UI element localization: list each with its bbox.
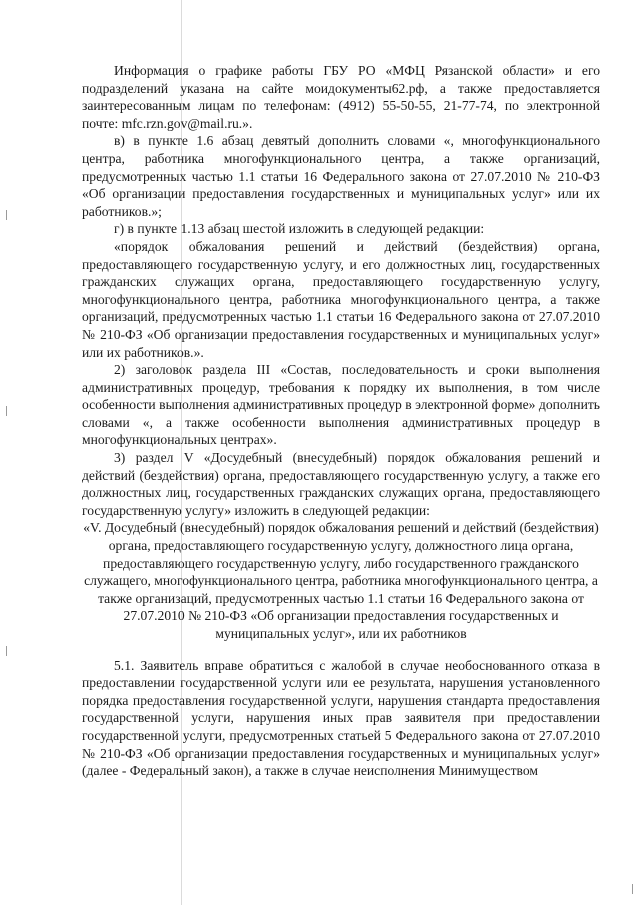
scan-margin-mark	[6, 646, 7, 656]
paragraph-item-2: 2) заголовок раздела III «Состав, последовательность и сроки выполнения административных процедур, требования к порядку их выполнения, в том числе особенности выполнения административных процедур в электронной форме» дополнить словами «, а также особенности выполнения административных процедур в многофункциональных центрах».	[82, 362, 600, 448]
document-body	[82, 62, 600, 780]
scan-margin-mark	[6, 210, 7, 220]
paragraph-item-3: 3) раздел V «Досудебный (внесудебный) порядок обжалования решений и действий (бездействия) органа, предоставляющего государственную услугу, а также его должностных лиц, государственных гражданских служащих органа, предоставляющего государственную услугу» изложить в следующей редакции:	[82, 450, 600, 518]
paragraph-item-v: в) в пункте 1.6 абзац девятый дополнить словами «, многофункционального центра, работника многофункционального центра, а также организаций, предусмотренных частью 1.1 статьи 16 Федерального закона от 27.07.2010 № 210-ФЗ «Об организации предоставления государственных и муниципальных услуг» или их работников.»;	[82, 133, 600, 219]
paragraph-item-g: г) в пункте 1.13 абзац шестой изложить в следующей редакции:	[114, 221, 485, 237]
scan-margin-mark	[6, 406, 7, 416]
clause-5-1: 5.1. Заявитель вправе обратиться с жалобой в случае необоснованного отказа в предоставлении государственной услуги или ее результата, нарушения установленного порядка предоставления государственной услуги, нарушения стандарта предоставления государственной услуги, нарушения иных прав заявителя при предоставлении государственной услуги, предусмотренных статьей 5 Федерального закона от 27.07.2010 № 210-ФЗ «Об организации предоставления государственных и муниципальных услуг» (далее - Федеральный закон), а также в случае неисполнения Минимуществом	[82, 657, 600, 779]
paragraph-contact-info: Информация о графике работы ГБУ РО «МФЦ Рязанской области» и его подразделений указана на сайте моидокументы62.рф, а также предоставляется заинтересованным лицам по телефонам: (4912) 55-50-55, 21-77-74, по электронной почте: mfc.rzn.gov@mail.ru.».	[82, 63, 600, 131]
scan-margin-mark	[632, 884, 633, 894]
paragraph-appeal-procedure: «порядок обжалования решений и действий (бездействия) органа, предоставляющего государственную услугу, и его должностных лиц, государственных гражданских служащих органа, предоставляющего государственную услугу, многофункционального центра, работника многофункционального центра, а также организаций, предусмотренных частью 1.1 статьи 16 Федерального закона от 27.07.2010 № 210-ФЗ «Об организации предоставления государственных и муниципальных услуг» или их работников.».	[82, 238, 600, 360]
section-v-heading: «V. Досудебный (внесудебный) порядок обжалования решений и действий (бездействия) органа, предоставляющего государственную услугу, должностного лица органа, предоставляющего государственную услугу, либо государственного гражданского служащего, многофункционального центра, работника многофункционального центра, а также организаций, предусмотренных частью 1.1 статьи 16 Федерального закона от 27.07.2010 № 210-ФЗ «Об организации предоставления государственных и муниципальных услуг», или их работников	[83, 520, 599, 641]
